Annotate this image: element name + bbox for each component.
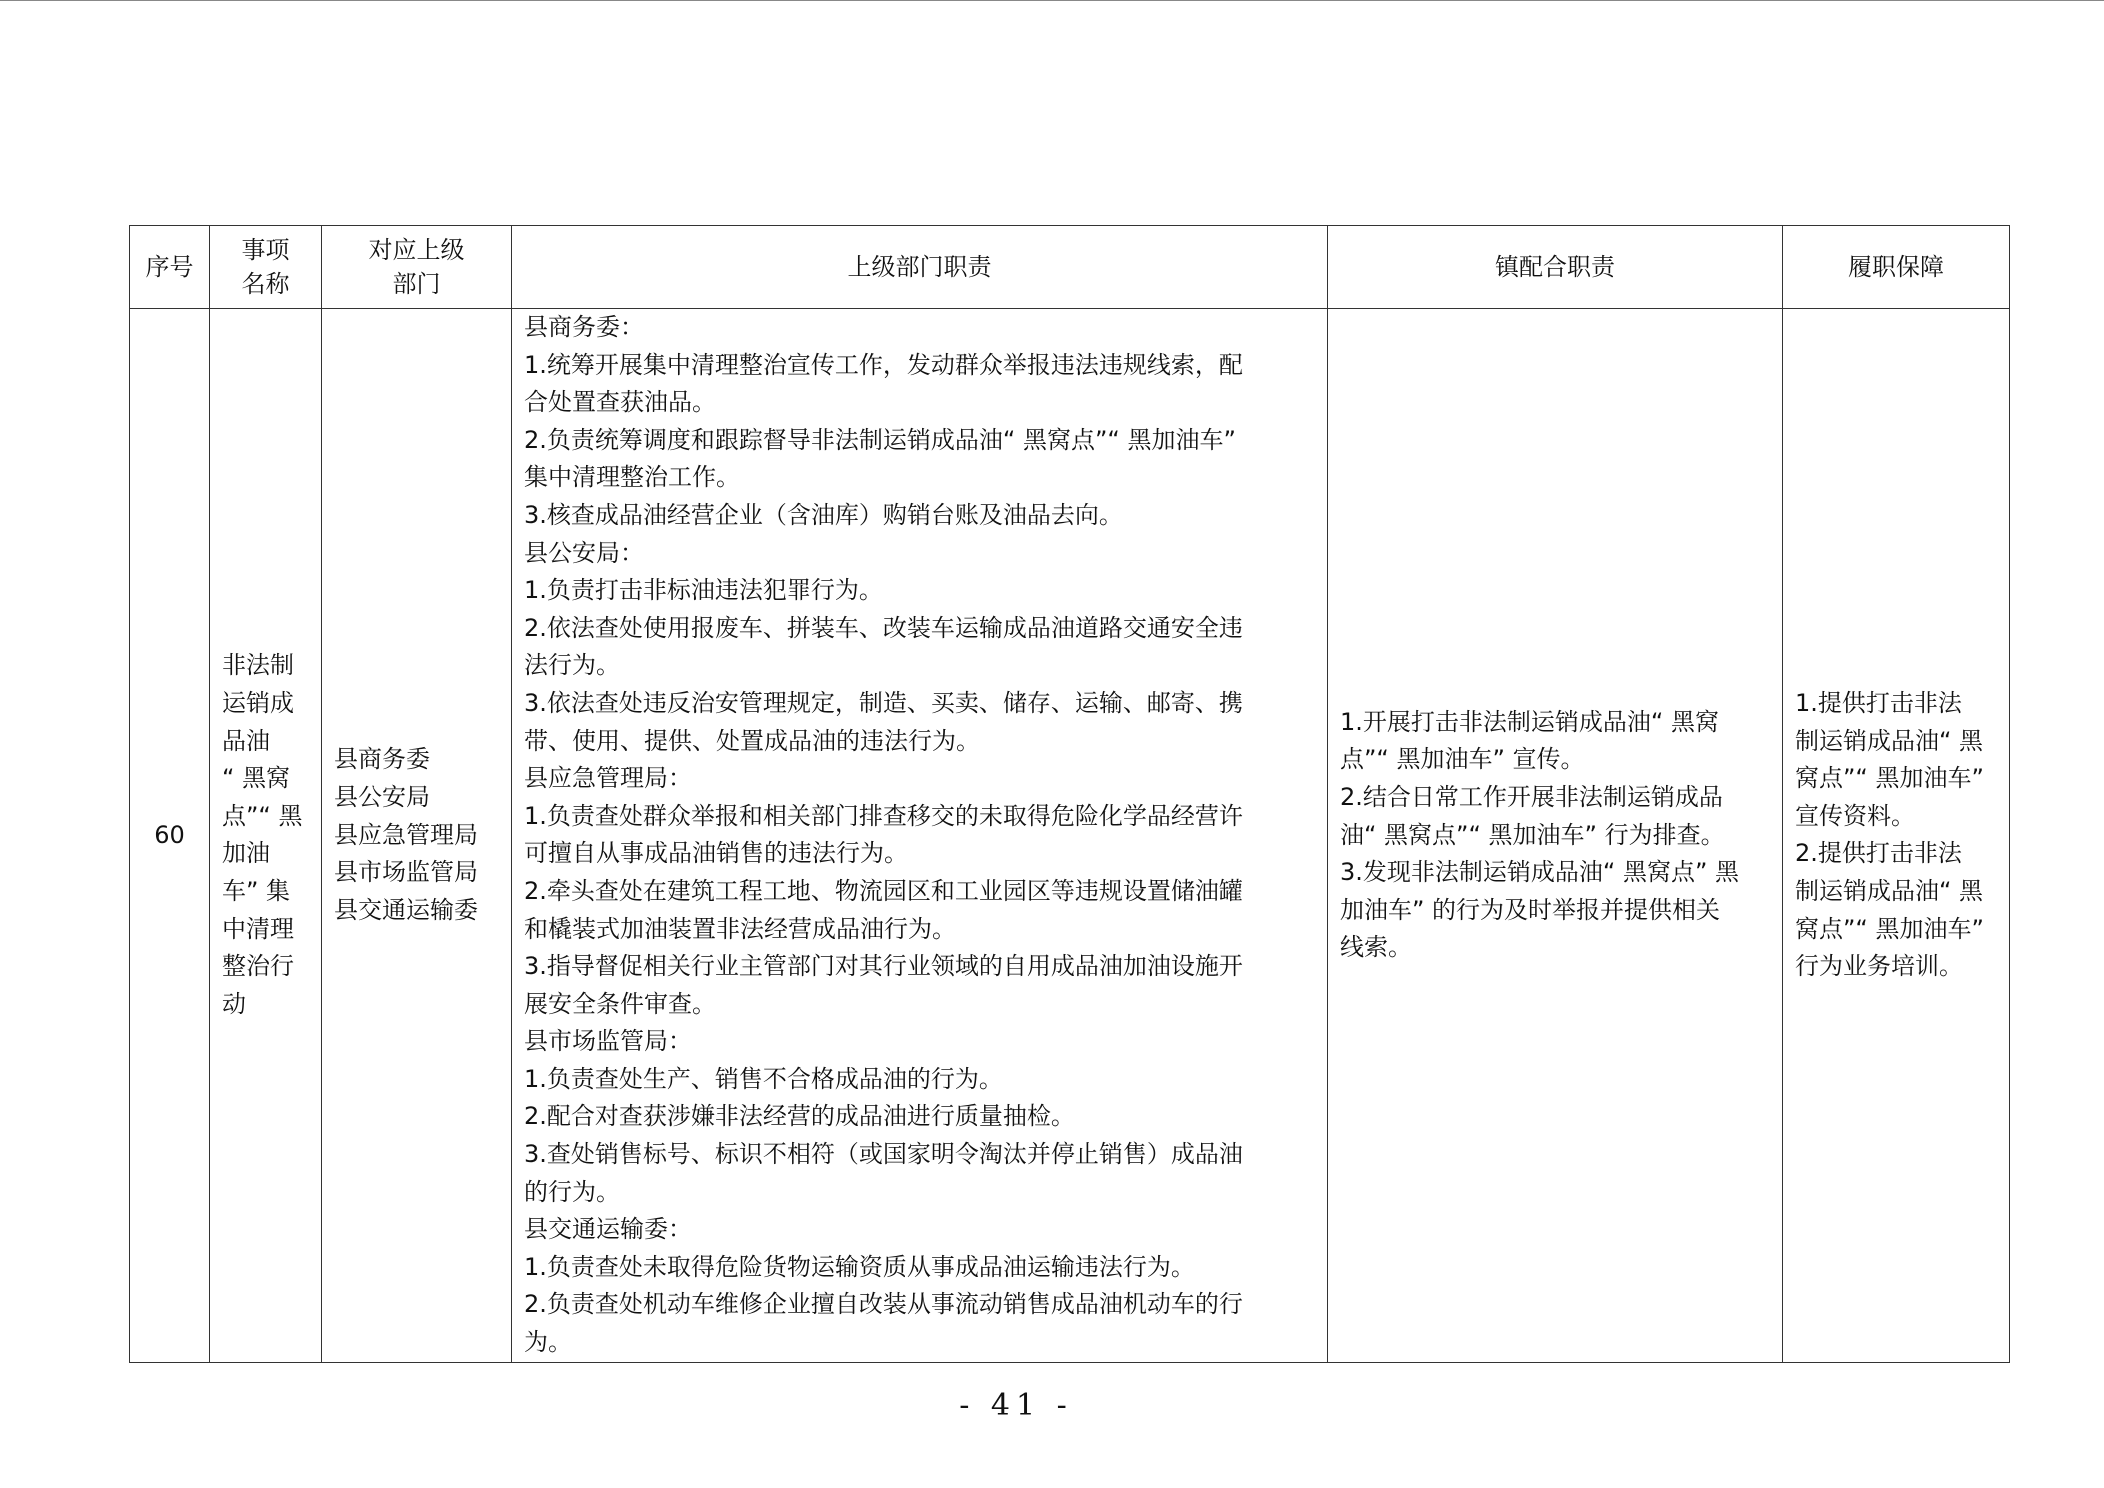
text-line: 3.指导督促相关行业主管部门对其行业领域的自用成品油加油设施开 <box>524 952 1243 981</box>
text-line: 名称 <box>241 270 290 298</box>
cell-guarantee <box>1783 309 2010 1363</box>
text-line: 点”“ 黑 <box>222 801 303 830</box>
text-line: 3.依法查处违反治安管理规定，制造、买卖、储存、运输、邮寄、携 <box>524 688 1243 717</box>
text-line: 县商务委 <box>334 745 430 774</box>
header-dept <box>322 226 512 309</box>
header-guarantee <box>1783 226 2010 309</box>
text-line: 点”“ 黑加油车” 宣传。 <box>1340 745 1585 774</box>
text-line: 1.统筹开展集中清理整治宣传工作，发动群众举报违法违规线索，配 <box>524 350 1243 379</box>
cell-duty <box>512 309 1328 1363</box>
header-town <box>1328 226 1783 309</box>
text-line: 加油车” 的行为及时举报并提供相关 <box>1340 895 1721 924</box>
text-line: 3.发现非法制运销成品油“ 黑窝点” 黑 <box>1340 858 1740 887</box>
text-line: 2.负责统筹调度和跟踪督导非法制运销成品油“ 黑窝点”“ 黑加油车” <box>524 425 1236 454</box>
cell-item <box>210 309 322 1363</box>
text-line: 线索。 <box>1340 933 1412 962</box>
text-line: 制运销成品油“ 黑 <box>1795 876 1984 905</box>
text-line: 整治行 <box>222 952 294 981</box>
text-line: 品油 <box>222 726 270 755</box>
header-duty <box>512 226 1328 309</box>
text-line: 加油 <box>222 839 270 868</box>
text-line: 2.配合对查获涉嫌非法经营的成品油进行质量抽检。 <box>524 1102 1075 1131</box>
cell-dept <box>322 309 512 1363</box>
text-line: 2.结合日常工作开展非法制运销成品 <box>1340 782 1723 811</box>
cell-town <box>1328 309 1783 1363</box>
text-line: 序号 <box>145 253 194 281</box>
text-line: 县应急管理局 <box>334 820 478 849</box>
text-line: 1.负责打击非标油违法犯罪行为。 <box>524 576 883 605</box>
text-line: 3.查处销售标号、标识不相符（或国家明令淘汰并停止销售）成品油 <box>524 1140 1243 1169</box>
text-line: 2.负责查处机动车维修企业擅自改装从事流动销售成品油机动车的行 <box>524 1290 1243 1319</box>
table-header-row <box>130 226 2010 309</box>
page-top-border <box>0 0 2104 1</box>
text-line: 1.负责查处生产、销售不合格成品油的行为。 <box>524 1064 1003 1093</box>
text-line: 为。 <box>524 1328 572 1357</box>
text-line: 县交通运输委 <box>334 895 478 924</box>
header-no <box>130 226 210 309</box>
text-line: 县公安局 <box>334 782 430 811</box>
text-line: 窝点”“ 黑加油车” <box>1795 914 1984 943</box>
text-line: 县公安局： <box>524 538 644 567</box>
text-line: 2.依法查处使用报废车、拼装车、改装车运输成品油道路交通安全违 <box>524 613 1243 642</box>
text-line: 部门 <box>392 270 441 298</box>
text-line: 对应上级 <box>368 236 465 264</box>
text-line: 1.负责查处群众举报和相关部门排查移交的未取得危险化学品经营许 <box>524 801 1243 830</box>
text-line: 车” 集 <box>222 876 291 905</box>
text-line: 上级部门职责 <box>847 253 992 281</box>
text-line: 运销成 <box>222 688 294 717</box>
text-line: 和橇装式加油装置非法经营成品油行为。 <box>524 914 956 943</box>
text-line: 动 <box>222 989 246 1018</box>
text-line: 带、使用、提供、处置成品油的违法行为。 <box>524 726 980 755</box>
text-line: 县应急管理局： <box>524 764 692 793</box>
text-line: 2.牵头查处在建筑工程工地、物流园区和工业园区等违规设置储油罐 <box>524 876 1243 905</box>
text-line: 制运销成品油“ 黑 <box>1795 726 1984 755</box>
text-line: 中清理 <box>222 914 294 943</box>
text-line: 展安全条件审查。 <box>524 989 716 1018</box>
text-line: 3.核查成品油经营企业（含油库）购销台账及油品去向。 <box>524 500 1123 529</box>
text-line: 县市场监管局： <box>524 1027 692 1056</box>
text-line: 事项 <box>241 236 290 264</box>
text-line: 县市场监管局 <box>334 858 478 887</box>
text-line: 合处置查获油品。 <box>524 388 716 417</box>
text-line: 非法制 <box>222 651 294 680</box>
text-line: 县商务委： <box>524 313 644 341</box>
text-line: 2.提供打击非法 <box>1795 839 1962 868</box>
cell-no: 60 <box>130 309 210 1363</box>
text-line: 履职保障 <box>1848 253 1944 281</box>
text-line: 可擅自从事成品油销售的违法行为。 <box>524 839 908 868</box>
text-line: 1.负责查处未取得危险货物运输资质从事成品油运输违法行为。 <box>524 1252 1195 1281</box>
text-line: 油“ 黑窝点”“ 黑加油车” 行为排查。 <box>1340 820 1725 849</box>
text-line: 法行为。 <box>524 651 620 680</box>
table-row <box>130 309 2010 1363</box>
text-line: 1.开展打击非法制运销成品油“ 黑窝 <box>1340 707 1719 736</box>
text-line: 1.提供打击非法 <box>1795 688 1962 717</box>
header-item <box>210 226 322 309</box>
text-line: 集中清理整治工作。 <box>524 463 740 492</box>
text-line: 县交通运输委： <box>524 1215 692 1244</box>
text-line: 的行为。 <box>524 1177 620 1206</box>
text-line: 宣传资料。 <box>1795 801 1915 830</box>
text-line: 行为业务培训。 <box>1795 952 1963 981</box>
page-number: - 41 - <box>959 1388 1073 1423</box>
duty-table <box>129 225 2010 1363</box>
text-line: 镇配合职责 <box>1495 253 1615 281</box>
text-line: 窝点”“ 黑加油车” <box>1795 764 1984 793</box>
text-line: “ 黑窝 <box>222 764 291 793</box>
